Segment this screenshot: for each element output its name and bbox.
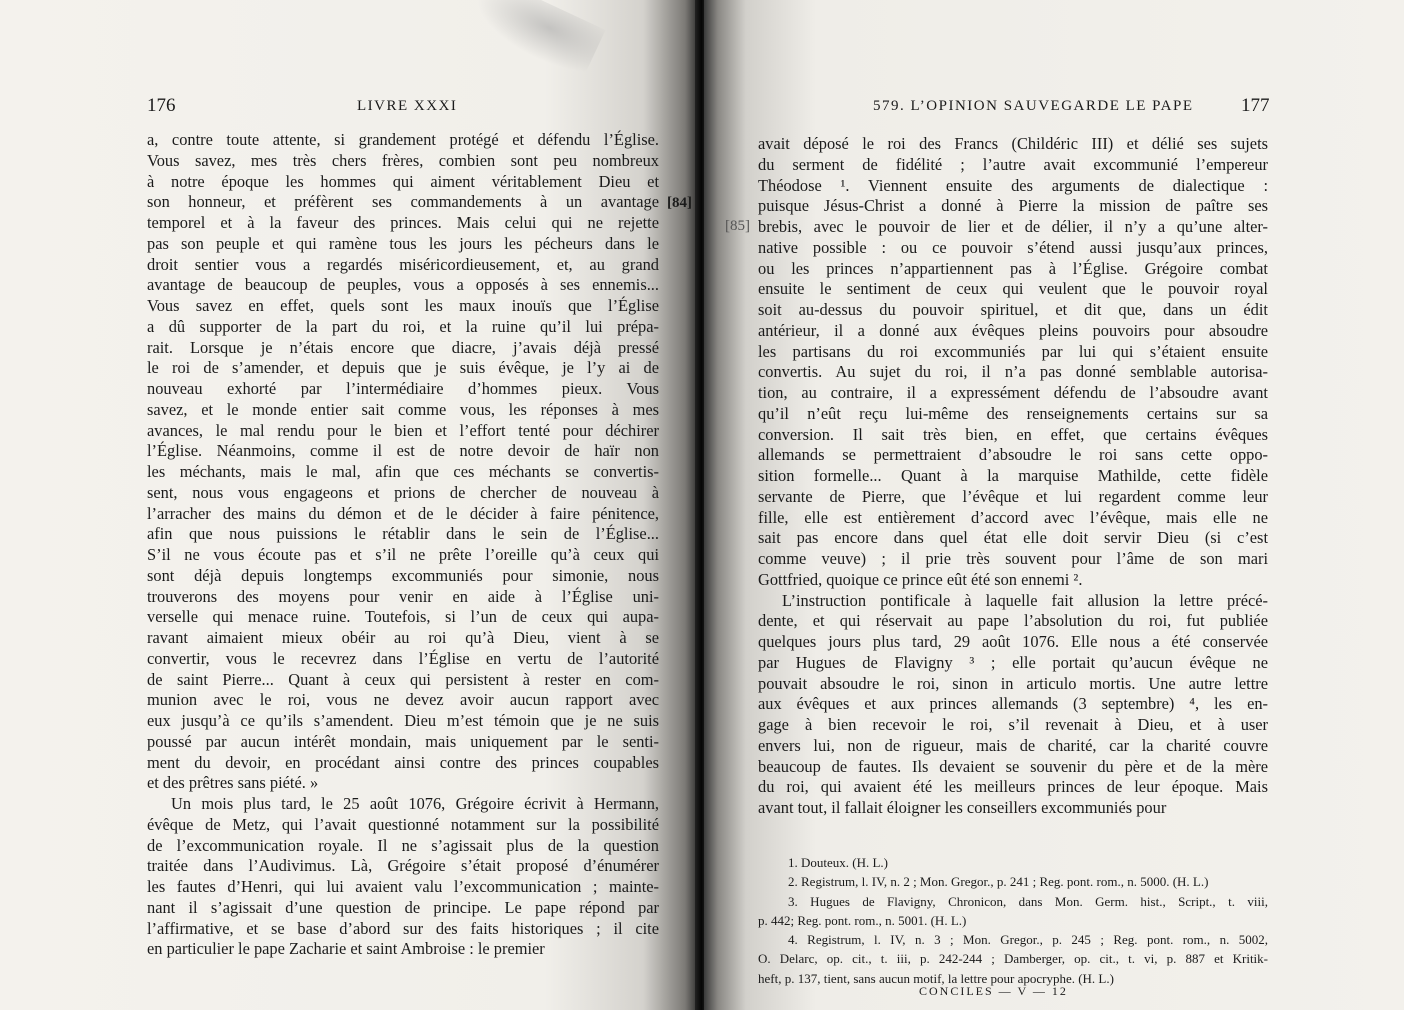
text-line: fille, elle est entièrement d’accord avec l’évêque, mais elle ne: [758, 507, 1268, 527]
text-line: à notre époque les hommes qui aiment véritablement Dieu et: [147, 171, 659, 191]
text-line: puisque Jésus-Christ a donné à Pierre la mission de paître ses: [758, 196, 1268, 216]
text-line: Vous savez en effet, quels sont les maux inouïs que l’Église: [147, 296, 659, 315]
text-line: sait pas encore dans quel état elle doit servir Dieu (si c’est: [758, 528, 1268, 548]
text-line: pouvait absoudre le roi, sinon in articulo mortis. Une autre lettre: [758, 673, 1268, 693]
text-line: sition formelle... Quant à la marquise Mathilde, cette fidèle: [758, 466, 1268, 485]
text-line: eux jusqu’à ce qu’ils s’amendent. Dieu m’est témoin que je ne suis: [147, 711, 659, 730]
text-line: traitée dans l’Audivimus. Là, Grégoire s’était proposé d’énumérer: [147, 856, 659, 876]
text-line: et des prêtres sans piété. »: [147, 773, 319, 793]
text-line: son honneur, et préfèrent ses commandements à un avantage: [147, 192, 659, 212]
text-line: servante de Pierre, que l’évêque et lui regardent comme leur: [758, 486, 1268, 506]
text-line: temporel et à la faveur des princes. Mais celui qui ne rejette: [147, 213, 659, 232]
right-page-text: [758, 134, 1268, 819]
text-line: Vous savez, mes très chers frères, combien sont peu nombreux: [147, 150, 659, 170]
text-line: ensuite le sentiment de ceux qui veulent que le pouvoir royal: [758, 279, 1268, 299]
text-line: verselle qui menace ruine. Toutefois, si l’un de ceux qui aupa-: [147, 607, 659, 627]
text-line: soit au-dessus du pouvoir spirituel, et dit que, dans un édit: [758, 300, 1268, 319]
text-line: afin que nous puissions le rétablir dans le sein de l’Église...: [147, 524, 659, 544]
margin-page-marker: [85]: [725, 218, 750, 234]
page-smudge: [464, 0, 605, 80]
footnote-line: heft, p. 137, tient, sans aucun motif, la lettre pour apocryphe. (H. L.): [758, 970, 1114, 986]
text-line: les partisans du roi excommuniés par lui qui s’étaient ensuite: [758, 341, 1268, 361]
text-line: convertir, vous le recevrez dans l’Église en vertu de l’autorité: [147, 648, 659, 668]
text-line: sent, nous vous engageons et prions de chercher de nouveau à: [147, 482, 659, 502]
text-line: droit sentier vous a regardés miséricordieusement, et, au grand: [147, 254, 659, 274]
text-line: trouverons des moyens pour venir en aide à l’Église uni-: [147, 586, 659, 606]
text-line: tion, au contraire, il a expressément défendu de l’absoudre avant: [758, 383, 1268, 402]
text-line: beaucoup de fautes. Ils devaient se souvenir du père et de la mère: [758, 756, 1268, 776]
text-line: allemands se permettraient d’absoudre le roi sans cette oppo-: [758, 445, 1268, 465]
text-line: ravant aimaient mieux obéir au roi qu’à Dieu, vient à se: [147, 628, 659, 647]
text-line: l’affirmative, et se base d’abord sur des faits historiques ; il cite: [147, 918, 659, 938]
running-head: 579. L’OPINION SAUVEGARDE LE PAPE: [873, 98, 1194, 114]
footnote-line: 1. Douteux. (H. L.): [788, 855, 889, 870]
text-line: qu’il n’eût reçu lui-même des renseignements certains sur sa: [758, 403, 1268, 423]
text-line: a, contre toute attente, si grandement protégé et défendu l’Église.: [147, 130, 659, 149]
text-line: avances, le mal rendu pour le bien et l’effort tenté pour déchirer: [147, 420, 659, 440]
signature-line: CONCILES — V — 12: [919, 984, 1068, 998]
footnote-line: 2. Registrum, l. IV, n. 2 ; Mon. Gregor., p. 241 ; Reg. pont. rom., n. 5000. (H. L.): [788, 874, 1209, 890]
text-line: Un mois plus tard, le 25 août 1076, Grégoire écrivit à Hermann,: [171, 794, 659, 813]
text-line: de l’excommunication royale. Il ne s’agissait plus de la question: [147, 835, 659, 855]
text-line: le roi de s’amender, et depuis que je suis évêque, je l’y ai de: [147, 358, 659, 378]
page-number: 176: [147, 95, 176, 116]
text-line: les fautes d’Henri, qui lui avaient valu l’excommunication ; mainte-: [147, 877, 659, 896]
text-line: les méchants, mais le mal, afin que ces méchants se convertis-: [147, 462, 659, 481]
text-line: sont déjà depuis longtemps excommuniés pour simonie, nous: [147, 565, 659, 585]
text-line: a dû supporter de la part du roi, et la ruine qu’il lui prépa-: [147, 316, 659, 336]
footnote-line: p. 442; Reg. pont. rom., n. 5001. (H. L.): [758, 912, 967, 928]
text-line: aux évêques et aux princes allemands (3 septembre) ⁴, les en-: [758, 694, 1268, 714]
text-line: munion avec le roi, vous ne devez avoir aucun rapport avec: [147, 690, 659, 710]
text-line: du serment de fidélité ; l’autre avait excommunié l’empereur: [758, 154, 1268, 174]
text-line: par Hugues de Flavigny ³ ; elle portait qu’aucun évêque ne: [758, 652, 1268, 672]
text-line: Gottfried, quoique ce prince eût été son ennemi ².: [758, 569, 1083, 589]
text-line: avantage de beaucoup de peuples, vous a opposés à ses ennemis...: [147, 275, 659, 295]
footnote-line: O. Delarc, op. cit., t. iii, p. 242-244 ; Damberger, op. cit., t. vi, p. 887 et Kritik-: [758, 951, 1268, 967]
text-line: dente, et qui réservait au pape l’absolution du roi, fut publiée: [758, 611, 1268, 631]
footnote-line: 3. Hugues de Flavigny, Chronicon, dans Mon. Germ. hist., Script., t. viii,: [788, 893, 1268, 909]
text-line: conversion. Il sait très bien, en effet, que certains évêques: [758, 424, 1268, 444]
text-line: de saint Pierre... Quant à ceux qui persistent à rester en com-: [147, 669, 659, 689]
text-line: native possible : ou ce pouvoir s’étend aussi jusqu’aux princes,: [758, 237, 1268, 257]
text-line: envers lui, non de rigueur, mais de charité, car la charité couvre: [758, 735, 1268, 755]
margin-page-marker: [84]: [667, 195, 692, 211]
text-line: poussé par aucun intérêt mondain, mais uniquement par le senti-: [147, 731, 659, 751]
text-line: avant tout, il fallait éloigner les conseillers excommuniés pour: [758, 798, 1167, 817]
left-page: [0, 0, 699, 1010]
text-line: pas son peuple et qui ramène tous les jours les pécheurs dans le: [147, 233, 659, 253]
text-line: ment du devoir, en procédant ainsi contre des princes coupables: [147, 752, 659, 772]
text-line: comme veuve) ; il prie très souvent pour l’âme de son mari: [758, 549, 1268, 568]
text-line: brebis, avec le pouvoir de lier et de délier, il n’y a qu’une alter-: [758, 217, 1268, 236]
text-line: ou les princes n’appartiennent pas à l’Église. Grégoire combat: [758, 258, 1268, 278]
text-line: antérieur, il a donné aux évêques pleins pouvoirs pour absoudre: [758, 320, 1268, 340]
text-line: avait déposé le roi des Francs (Childéric III) et délié ses sujets: [758, 134, 1268, 153]
page-number: 177: [1241, 95, 1270, 116]
text-line: nant il s’agissait d’une question de principe. Le pape répond par: [147, 897, 659, 917]
text-line: convertis. Au sujet du roi, il n’a pas donné semblable autorisa-: [758, 362, 1268, 382]
footnote-line: 4. Registrum, l. IV, n. 3 ; Mon. Gregor., p. 245 ; Reg. pont. rom., n. 5002,: [788, 932, 1268, 948]
left-page-text: [147, 130, 659, 960]
text-line: gage à bien recevoir le roi, s’il revenait à Dieu, et à user: [758, 715, 1268, 734]
text-line: l’arracher des mains du démon et de le décider à faire pénitence,: [147, 503, 659, 523]
text-line: du roi, qui avaient été les meilleurs princes de leur époque. Mais: [758, 777, 1268, 797]
footnotes: [758, 853, 1268, 988]
text-line: nouveau exhorté par l’intermédiaire d’hommes pieux. Vous: [147, 379, 659, 398]
text-line: en particulier le pape Zacharie et saint Ambroise : le premier: [147, 939, 545, 959]
text-line: évêque de Metz, qui l’avait questionné notamment sur la possibilité: [147, 814, 659, 834]
text-line: l’Église. Néanmoins, comme il est de notre devoir de haïr non: [147, 441, 659, 461]
text-line: quelques jours plus tard, 29 août 1076. Elle nous a été conservée: [758, 632, 1268, 651]
text-line: S’il ne vous écoute pas et s’il ne prête l’oreille qu’à ceux qui: [147, 545, 659, 564]
text-line: savez, et le monde entier sait comme vous, les réponses à mes: [147, 399, 659, 419]
running-head: LIVRE XXXI: [357, 98, 458, 114]
text-line: rait. Lorsque je n’étais encore que diacre, j’avais déjà pressé: [147, 337, 659, 357]
text-line: L’instruction pontificale à laquelle fait allusion la lettre précé-: [782, 590, 1268, 610]
text-line: Théodose ¹. Viennent ensuite des arguments de dialectique :: [758, 175, 1268, 195]
